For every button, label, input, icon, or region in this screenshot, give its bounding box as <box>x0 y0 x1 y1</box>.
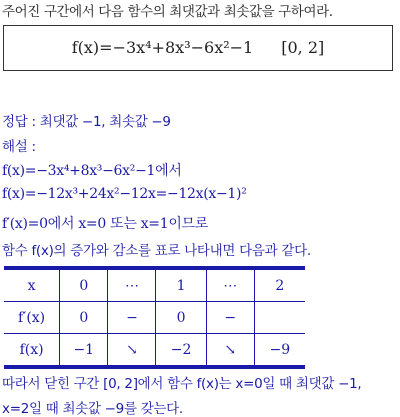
table-cell: 2 <box>254 268 305 302</box>
table-cell: − <box>108 302 156 334</box>
explanation-label: 해설 : <box>2 139 36 155</box>
table-cell: ⋯ <box>108 268 156 302</box>
problem-interval: [0, 2] <box>281 38 325 57</box>
table-cell: ↘ <box>206 334 254 368</box>
table-cell: 0 <box>156 302 206 334</box>
step-3: f′(x)=0에서 x=0 또는 x=1이므로 <box>2 216 209 232</box>
table-header-cell: f′(x) <box>4 302 60 334</box>
table-cell: 0 <box>60 302 108 334</box>
table-row-x <box>4 268 305 302</box>
table-cell: 1 <box>156 268 206 302</box>
step-4: 함수 f(x)의 증가와 감소를 표로 나타내면 다음과 같다. <box>2 243 311 259</box>
question-text: 주어진 구간에서 다음 함수의 최댓값과 최솟값을 구하여라. <box>2 4 333 20</box>
table-cell: − <box>206 302 254 334</box>
variation-table-wrap <box>4 266 305 369</box>
table-header-cell: f(x) <box>4 334 60 368</box>
variation-table <box>4 266 305 369</box>
problem-function: f(x)=−3x⁴+8x³−6x²−1 <box>71 38 254 57</box>
problem-expression <box>4 38 392 57</box>
table-cell: −9 <box>254 334 305 368</box>
table-cell: −2 <box>156 334 206 368</box>
table-cell: −1 <box>60 334 108 368</box>
conclusion-line-2: x=2일 때 최솟값 −9를 갖는다. <box>2 401 183 417</box>
table-cell: 0 <box>60 268 108 302</box>
table-row-function <box>4 334 305 368</box>
table-cell: ⋯ <box>206 268 254 302</box>
step-2: f(x)=−12x³+24x²−12x=−12x(x−1)² <box>2 186 247 202</box>
answer-line: 정답 : 최댓값 −1, 최솟값 −9 <box>2 114 171 130</box>
table-header-cell: x <box>4 268 60 302</box>
step-1: f(x)=−3x⁴+8x³−6x²−1에서 <box>2 163 182 179</box>
table-row-derivative <box>4 302 305 334</box>
problem-box <box>3 25 393 71</box>
table-cell: ↘ <box>108 334 156 368</box>
table-cell <box>254 302 305 334</box>
conclusion-line-1: 따라서 닫힌 구간 [0, 2]에서 함수 f(x)는 x=0일 때 최댓값 −1, <box>2 376 362 392</box>
